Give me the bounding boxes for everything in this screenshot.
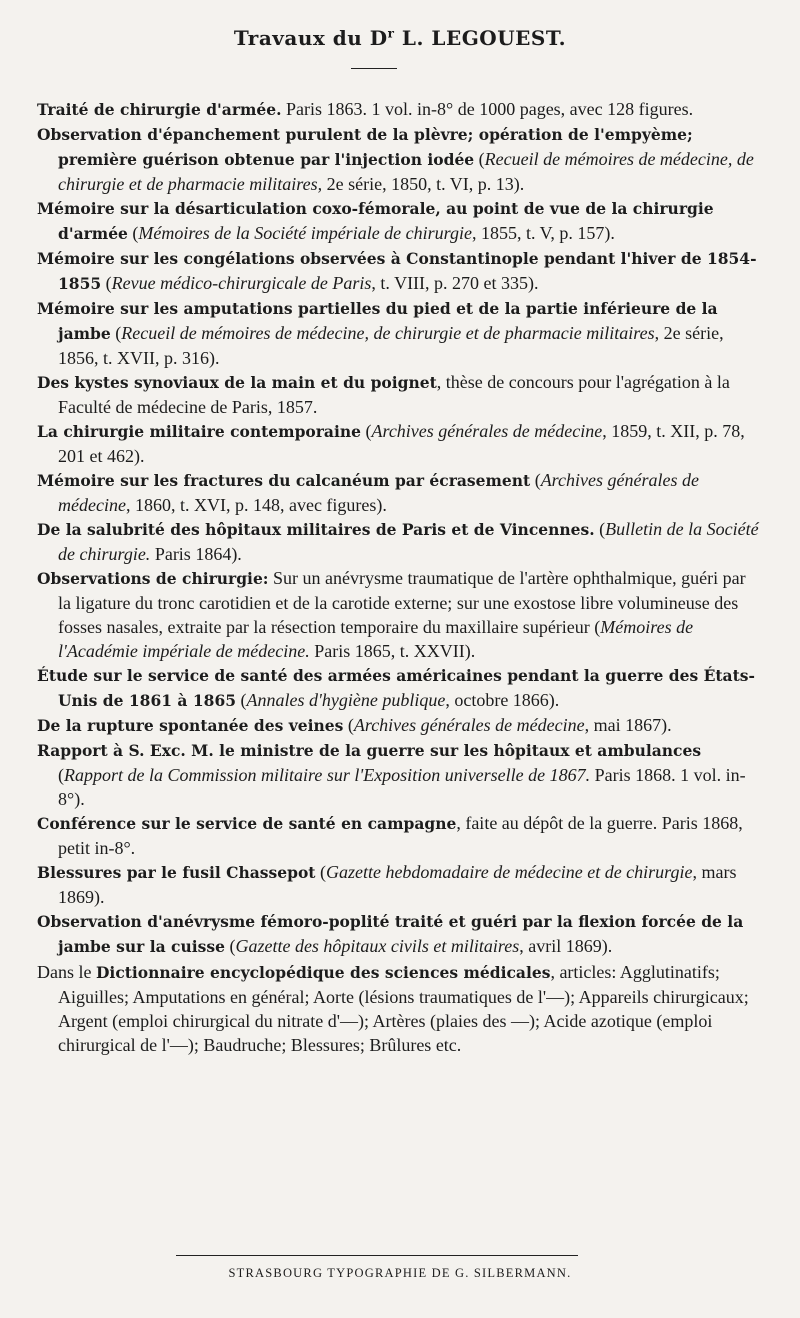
entry-text: ( (315, 862, 326, 882)
entry-text: ( (474, 149, 485, 169)
bibliography-entry (37, 97, 763, 122)
dictionary-articles: , articles: Agglutinatifs; Aiguilles; Amputations en général; Aorte (lésions traumatiques de l'—); Appareils chirurgicaux; Argent (emploi chirurgical du nitrate d'—); Artères (plaies des —); Acide azotique (emploi chirurgical de l'—); Baudruche; Blessures; Brûlures etc. (58, 962, 749, 1055)
entry-title: Mémoire sur la désarticulation coxo-fémorale, au point de vue de la chirurgie d'armée (37, 199, 714, 243)
entry-text: ( (110, 323, 122, 343)
entry-details: , 2e série, 1856, t. XVII, p. 316). (58, 323, 724, 368)
entry-text: Paris 1863. 1 vol. in-8° de 1000 pages, avec 128 figures. (281, 99, 694, 119)
entry-text: ( (343, 715, 354, 735)
entry-text: ( (236, 690, 247, 710)
entry-source: Rapport de la Commission militaire sur l'Exposition universelle de 1867. (64, 765, 591, 785)
entry-source: Revue médico-chirurgicale de Paris (111, 273, 372, 293)
entry-details: , avril 1869). (519, 936, 613, 956)
bibliography-entry (37, 811, 763, 860)
bibliography-entry (37, 517, 763, 566)
entry-details: , 1859, t. XII, p. 78, 201 et 462). (58, 421, 745, 466)
entry-text: ( (530, 470, 541, 490)
entry-title: Blessures par le fusil Chassepot (37, 863, 316, 882)
entry-source: Recueil de mémoires de médecine, de chirurgie et de pharmacie militaires, (58, 149, 754, 194)
bibliography-entry (37, 566, 763, 663)
entry-details: Paris 1868. 1 vol. in-8°). (58, 765, 746, 809)
bibliography-entry (37, 663, 763, 713)
entry-title: Des kystes synoviaux de la main et du poignet (37, 373, 437, 392)
entry-text: ( (594, 519, 606, 539)
entry-details: 2e série, 1850, t. VI, p. 13). (322, 174, 525, 194)
entry-title: Mémoire sur les congélations observées à Constantinople pendant l'hiver de 1854-1855 (37, 249, 757, 293)
entry-details: Paris 1864). (150, 544, 242, 564)
dictionary-prefix: Dans le (37, 962, 96, 982)
entry-details: , 1855, t. V, p. 157). (472, 223, 615, 243)
entry-text: , faite au dépôt de la guerre. Paris 1868, petit in-8°. (58, 813, 743, 858)
bibliography-entry (37, 296, 763, 370)
dictionary-title: Dictionnaire encyclopédique des sciences médicales (95, 963, 551, 982)
entry-title: De la salubrité des hôpitaux militaires de Paris et de Vincennes. (37, 520, 595, 539)
entry-source: Gazette des hôpitaux civils et militaires (235, 936, 520, 956)
entry-text: ( (360, 421, 372, 441)
bibliography-entry (37, 909, 763, 959)
bibliography-entry (37, 738, 763, 811)
entry-text: ( (127, 223, 139, 243)
entry-title: Observation d'épanchement purulent de la plèvre; opération de l'empyème; première guérison obtenue par l'injection iodée (37, 125, 693, 169)
entry-details: , 1860, t. XVI, p. 148, avec figures). (125, 495, 387, 515)
entry-text: ( (58, 765, 64, 785)
bibliography-entry (37, 468, 763, 517)
entry-source: Archives générales de médecine (371, 421, 603, 441)
entry-source: Gazette hebdomadaire de médecine et de chirurgie (325, 862, 693, 882)
entry-details: Paris 1865, t. XXVII). (309, 641, 476, 661)
entry-title: Mémoire sur les amputations partielles du pied et de la partie inférieure de la jambe (37, 299, 718, 343)
entry-source: Annales d'hygiène publique (246, 690, 446, 710)
title-rule (351, 68, 397, 69)
entry-title: Conférence sur le service de santé en campagne (37, 814, 457, 833)
entry-title: Observation d'anévrysme fémoro-poplité traité et guéri par la flexion forcée de la jambe sur la cuisse (37, 912, 744, 956)
entry-text: Sur un anévrysme traumatique de l'artère ophthalmique, guéri par la ligature du tronc carotidien et de la carotide externe; sur une exostose libre volumineuse des fosses nasales, extraite par la résection temporaire du maxillaire supérieur ( (58, 568, 746, 637)
entry-text: ( (101, 273, 112, 293)
entry-source: Mémoires de la Société impériale de chirurgie (138, 223, 472, 243)
entry-title: De la rupture spontanée des veines (37, 716, 344, 735)
entry-title: Rapport à S. Exc. M. le ministre de la guerre sur les hôpitaux et ambulances (37, 741, 702, 760)
bibliography-entry (37, 419, 763, 468)
dictionary-entry (37, 960, 763, 1057)
entry-details: , mars 1869). (58, 862, 737, 907)
entry-title: Étude sur le service de santé des armées américaines pendant la guerre des États-Unis de 1861 à 1865 (37, 666, 755, 710)
entry-details: , t. VIII, p. 270 et 335). (371, 273, 539, 293)
footer-rule (176, 1255, 578, 1256)
entry-title: Traité de chirurgie d'armée. (37, 100, 282, 119)
bibliography-entry (37, 713, 763, 738)
entry-title: La chirurgie militaire contemporaine (37, 422, 361, 441)
entry-details: , mai 1867). (584, 715, 672, 735)
bibliography-entry (37, 860, 763, 909)
entry-source: Bulletin de la Société de chirurgie. (58, 519, 759, 564)
entry-source: Mémoires de l'Académie impériale de médecine. (58, 617, 694, 661)
entry-details: , octobre 1866). (445, 690, 560, 710)
entry-source: Archives générales de médecine (353, 715, 585, 735)
entry-text: , thèse de concours pour l'agrégation à la Faculté de médecine de Paris, 1857. (58, 372, 730, 417)
bibliography-entry (37, 196, 763, 246)
bibliography-list (37, 97, 763, 1057)
bibliography-entry (37, 122, 763, 196)
entry-source: Archives générales de médecine (58, 470, 699, 515)
bibliography-entry (37, 370, 763, 419)
entry-title: Mémoire sur les fractures du calcanéum par écrasement (37, 471, 531, 490)
entry-source: Recueil de mémoires de médecine, de chirurgie et de pharmacie militaires (121, 323, 655, 343)
printer-imprint: STRASBOURG TYPOGRAPHIE DE G. SILBERMANN. (228, 1266, 572, 1280)
entry-title: Observations de chirurgie: (37, 569, 269, 588)
entry-text: ( (224, 936, 236, 956)
bibliography-entry (37, 246, 763, 296)
page-title: Travaux du $D^r$ L. LEGOUEST. (233, 26, 567, 50)
